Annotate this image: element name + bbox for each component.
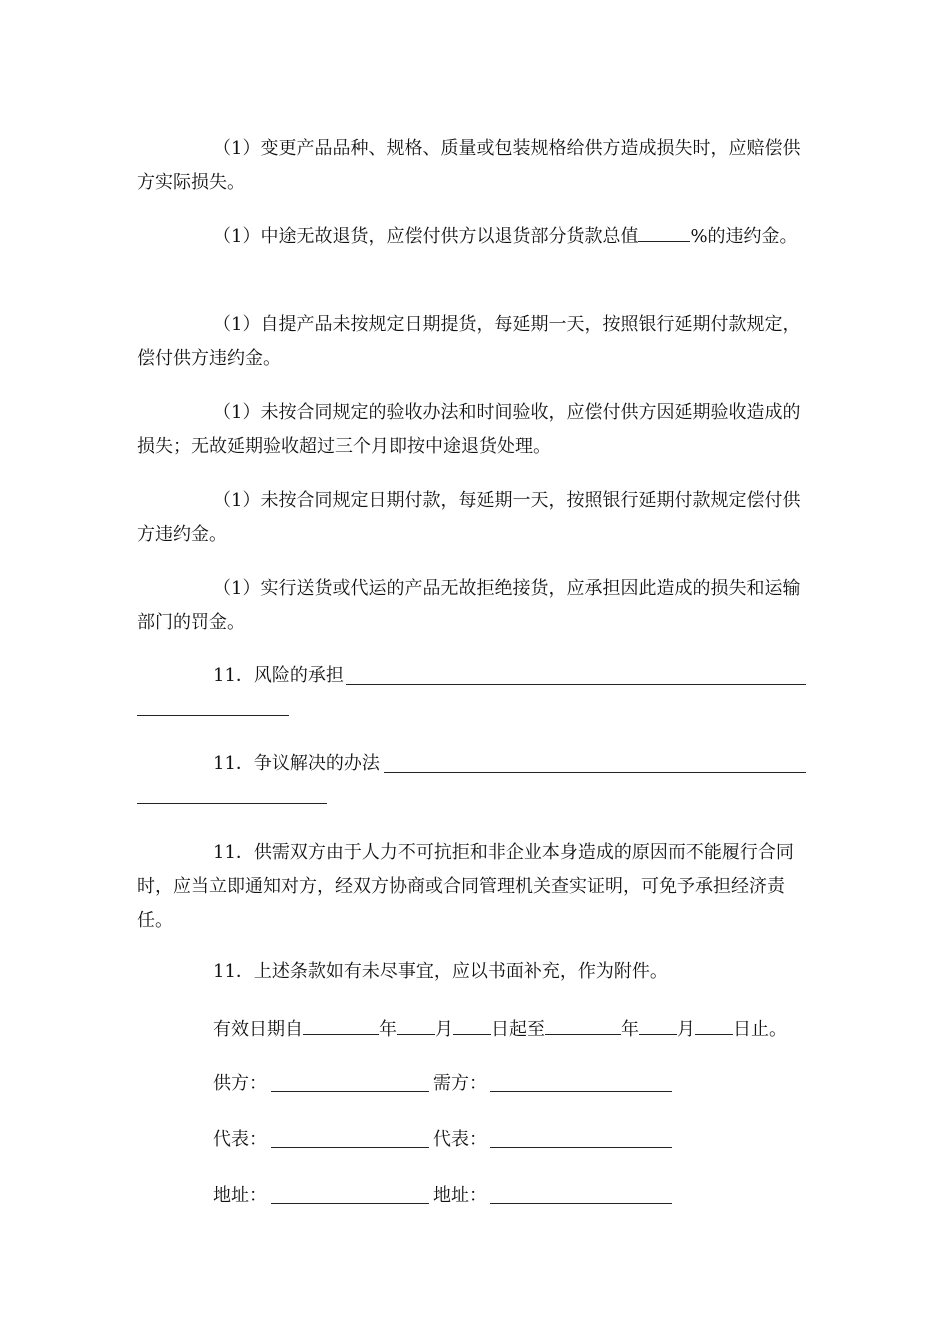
end-day-blank[interactable] (695, 1016, 733, 1035)
risk-label: 11．风险的承担 (213, 665, 344, 686)
clause-supplement: 11．上述条款如有未尽事宜，应以书面补充，作为附件。 (213, 961, 668, 982)
validity-month-label: 月 (435, 1019, 453, 1040)
supplier-rep-blank[interactable] (271, 1147, 429, 1148)
supplier-address-label: 地址： (213, 1185, 267, 1206)
start-month-blank[interactable] (397, 1016, 435, 1035)
dispute-label: 11．争议解决的办法 (213, 753, 380, 774)
buyer-address-label: 地址： (433, 1185, 487, 1206)
penalty-percent-blank[interactable] (638, 223, 690, 242)
dispute-blank-line-1[interactable] (384, 772, 806, 773)
validity-year2-label: 年 (621, 1019, 639, 1040)
buyer-rep-label: 代表： (433, 1129, 487, 1150)
end-year-blank[interactable] (545, 1016, 621, 1035)
clause-midway-return-suffix: %的违约金。 (690, 226, 798, 247)
clause-change-spec: （1）变更产品品种、规格、质量或包装规格给供方造成损失时，应赔偿供方实际损失。 (137, 138, 801, 193)
validity-prefix: 有效日期自 (213, 1019, 303, 1040)
supplier-address-blank[interactable] (271, 1203, 429, 1204)
clause-refuse-delivery: （1）实行送货或代运的产品无故拒绝接货，应承担因此造成的损失和运输部门的罚金。 (137, 578, 801, 633)
dispute-blank-line-2[interactable] (137, 803, 327, 804)
risk-blank-line-1[interactable] (346, 684, 806, 685)
validity-line (213, 1016, 787, 1042)
clause-force-majeure: 11．供需双方由于人力不可抗拒和非企业本身造成的原因而不能履行合同时，应当立即通知对方，经双方协商或合同管理机关查实证明，可免予承担经济责任。 (137, 842, 794, 931)
validity-from-label: 日起至 (491, 1019, 545, 1040)
validity-to-label: 日止。 (733, 1019, 787, 1040)
validity-month2-label: 月 (677, 1019, 695, 1040)
clause-pickup-delay: （1）自提产品未按规定日期提货，每延期一天，按照银行延期付款规定，偿付供方违约金。 (137, 314, 801, 369)
start-year-blank[interactable] (303, 1016, 379, 1035)
supplier-rep-label: 代表： (213, 1129, 267, 1150)
clause-payment-delay: （1）未按合同规定日期付款，每延期一天，按照银行延期付款规定偿付供方违约金。 (137, 490, 801, 545)
end-month-blank[interactable] (639, 1016, 677, 1035)
supplier-blank[interactable] (271, 1091, 429, 1092)
risk-blank-line-2[interactable] (137, 715, 289, 716)
buyer-rep-blank[interactable] (490, 1147, 672, 1148)
clause-inspection-delay: （1）未按合同规定的验收办法和时间验收，应偿付供方因延期验收造成的损失；无故延期验收超过三个月即按中途退货处理。 (137, 402, 801, 457)
start-day-blank[interactable] (453, 1016, 491, 1035)
validity-year-label: 年 (379, 1019, 397, 1040)
clause-midway-return (137, 220, 809, 254)
buyer-address-blank[interactable] (490, 1203, 672, 1204)
buyer-blank[interactable] (490, 1091, 672, 1092)
supplier-label: 供方： (213, 1073, 267, 1094)
clause-midway-return-text: （1）中途无故退货，应偿付供方以退货部分货款总值 (213, 226, 639, 247)
buyer-label: 需方： (433, 1073, 487, 1094)
